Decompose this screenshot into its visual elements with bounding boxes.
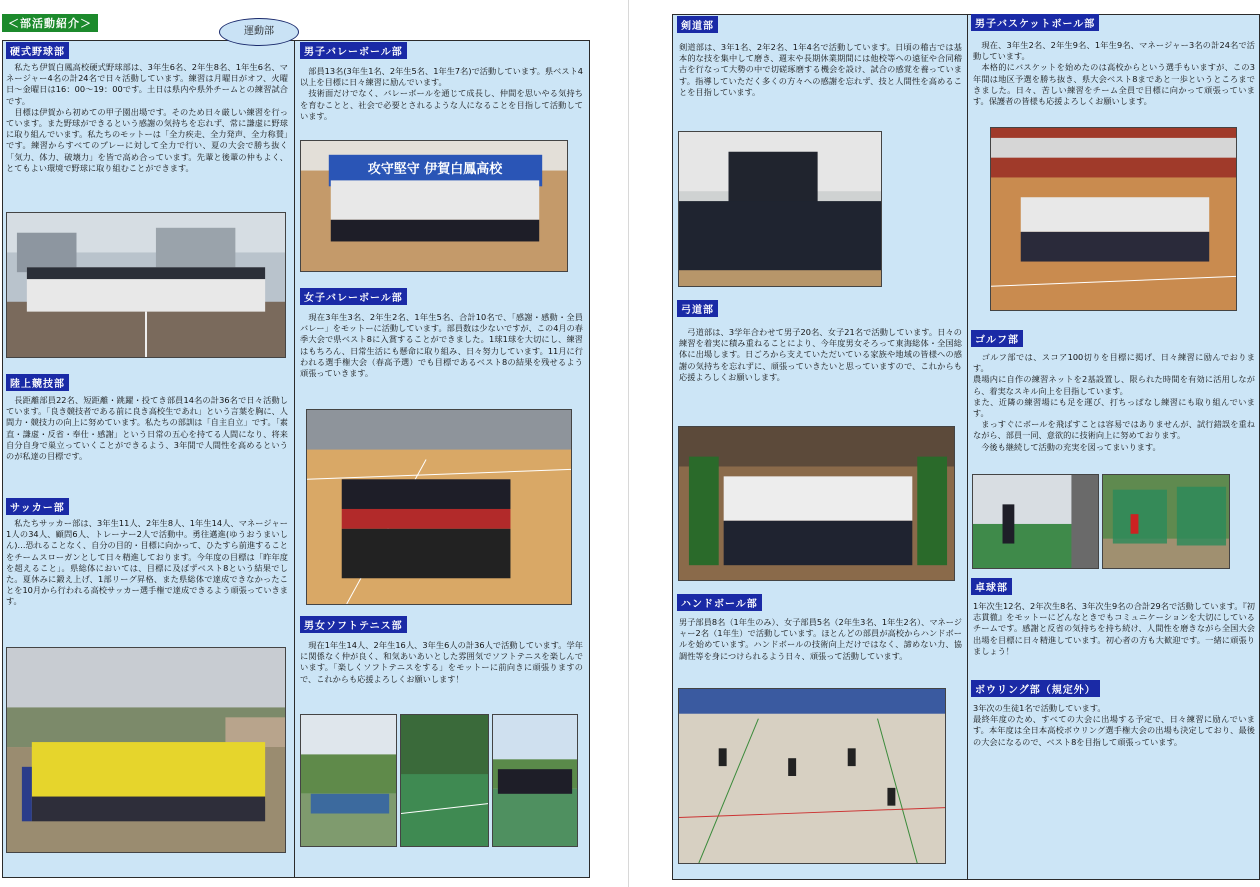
category-oval: 運動部 [219, 18, 299, 46]
boys-volleyball-text: 部員13名(3年生1名、2年生5名、1年生7名)で活動しています。県ベスト4以上を目標に日々練習に励んでいます。 技術面だけでなく、バレーボールを通じて成長し、仲間を思いやる気持ちを育むことと、社会で必要とされるような人になることを目指して活動しています。 [300, 66, 583, 121]
soft-tennis-photo-3 [492, 714, 578, 847]
bowling-heading: ボウリング部（規定外） [971, 680, 1100, 697]
soft-tennis-photo-1 [300, 714, 397, 847]
girls-volleyball-photo [306, 409, 572, 605]
baseball-photo [6, 212, 286, 358]
soccer-heading: サッカー部 [6, 498, 69, 515]
golf-text: ゴルフ部では、スコア100切りを目標に掲げ、日々練習に励んでおります。 農場内に自作の練習ネットを2基設置し、限られた時間を有効に活用しながら、着実なスキル向上を目指しています。 また、近隣の練習場にも足を運び、打ちっぱなし練習にも取り組んでいます。 まっすぐにボールを飛ばすことは容易ではありませんが、試行錯誤を重ねながら、部員一同、意欲的に技術向上に努めております。 今後も継続して活動の充実を図ってまいります。 [973, 352, 1255, 452]
section-banner: ＜部活動紹介＞ [2, 14, 98, 32]
kendo-heading: 剣道部 [677, 16, 718, 33]
kendo-photo [678, 131, 882, 287]
basketball-photo [990, 127, 1237, 311]
girls-volleyball-heading: 女子バレーボール部 [300, 288, 407, 305]
kyudo-text: 弓道部は、3学年合わせて男子20名、女子21名で活動しています。日々の練習を着実に積み重ねることにより、今年度男女そろって東海総体・全国総体に出場します。日ごろから支えていただいている家族や地域の皆様への感謝の気持ちを忘れずに、頑張っていきたいと思っていますので、これからも応援よろしくお願いします。 [679, 327, 962, 382]
kyudo-photo [678, 426, 955, 581]
table-tennis-heading: 卓球部 [971, 578, 1012, 595]
page-gutter [628, 0, 629, 887]
left-page [0, 0, 590, 887]
table-tennis-text: 1年次生12名、2年次生8名、3年次生9名の合計29名で活動しています。『初志貫徹』をモットーにどんなときでもコミュニケーションを大切にしているチームです。感謝と反省の気持ちを持ち続け、人間性を磨きながら全国大会出場を目標に日々精進しています。初心者の方も大歓迎です。一緒に頑張りましょう！ [973, 601, 1255, 656]
golf-photo-2 [1102, 474, 1230, 569]
soft-tennis-photo-2 [400, 714, 489, 847]
soccer-photo [6, 647, 286, 853]
basketball-text: 現在、3年生2名、2年生9名、1年生9名、マネージャー3名の計24名で活動しています。 本格的にバスケットを始めたのは高校からという選手もいますが、この3年間は地区予選を勝ち抜き、県大会ベスト8まであと一歩というところまできました。日々、苦しい練習をチーム全員で目標に向かって頑張っています。保護者の皆様も応援よろしくお願いします。 [973, 40, 1255, 107]
kyudo-heading: 弓道部 [677, 300, 718, 317]
track-heading: 陸上競技部 [6, 374, 69, 391]
right-page [672, 0, 1260, 887]
boys-volleyball-banner-text: 攻守堅守 伊賀白鳳高校 [367, 162, 503, 177]
boys-volleyball-heading: 男子バレーボール部 [300, 42, 407, 59]
soft-tennis-heading: 男女ソフトテニス部 [300, 616, 407, 633]
track-text: 長距離部員22名、短距離・跳躍・投てき部員14名の計36名で日々活動しています。「良き競技者である前に良き高校生であれ」という言葉を胸に、人間力・競技力の向上に努めています。私たちの部訓は「自主自立」です。「素直・謙虚・反省・奉仕・感謝」という日常の五心を持てる人間になり、将来自分自身で巣立っていくことができるよう、3年間で人間性を高めるというのが私達の目標です。 [6, 395, 288, 462]
soft-tennis-text: 現在1年生14人、2年生16人、3年生6人の計36人で活動しています。学年に関係なく仲が良く、和気あいあいとした雰囲気でソフトテニスを楽しんでいます。「楽しくソフトテニスをする」をモットーに前向きに頑張りますので、これからも応援よろしくお願いします！ [300, 640, 583, 684]
baseball-heading: 硬式野球部 [6, 42, 69, 59]
kendo-text: 剣道部は、3年1名、2年2名、1年4名で活動しています。日頃の稽古では基本的な技を集中して磨き、週末や長期休業期間には他校等への遠征や合同稽古を行なって大勢の中で切磋琢磨する機会を設け、試合の感覚を養っています。指導していただく多くの方々への感謝を忘れず、技と人間性を高めることを目指しています。 [679, 42, 962, 97]
handball-heading: ハンドボール部 [677, 594, 762, 611]
handball-text: 男子部員8名（1年生のみ）、女子部員5名（2年生3名、1年生2名）、マネージャー2名（1年生）で活動しています。ほとんどの部員が高校からハンドボールを始めています。ハンドボールの技術向上だけではなく、諦めない力、協調性等を身につけられるよう日々、頑張って活動しています。 [679, 617, 962, 661]
baseball-text: 私たち伊賀白鳳高校硬式野球部は、3年生6名、2年生8名、1年生6名、マネージャー4名の計24名で日々活動しています。練習は月曜日がオフ、火曜日～金曜日は16：00～19：00です。土日は県内や県外チームとの練習試合です。 目標は伊賀から初めての甲子園出場です。そのため日々厳しい練習を行っています。また野球ができるという感謝の気持ちを忘れず、常に謙虚に野球に取り組んでいます。私たちのモットーは「全力疾走、全力発声、全力称賛」です。練習からすべてのプレーに対して全力で行い、夏の大会で勝ち抜く「気力、体力、破壊力」を皆で高め合っています。先輩と後輩の仲もよく、とてもよい環境で野球に取り組むことができます。 [6, 62, 288, 173]
handball-photo [678, 688, 946, 864]
soccer-text: 私たちサッカー部は、3年生11人、2年生8人、1年生14人、マネージャー1人の34人、顧問6人、トレーナー2人で活動中。勇往邁進(ゆうおうまいしん)…恐れることなく、自分の目的・目標に向かって、ひたすら前進することをチームスローガンとして日々精進しております。今年度の目標は「昨年度を超えること」。県総体においては、目標に及ばずベスト8という結果でした。夏休みに鍛え上げ、1部リーグ昇格、また県総体で達成できなかったことを10月から行われる高校サッカー選手権で達成できるよう頑張っていきます。 [6, 518, 288, 607]
girls-volleyball-text: 現在3年生3名、2年生2名、1年生5名、合計10名で、「感謝・感動・全員バレー」をモットーに活動しています。部員数は少ないですが、この4月の春季大会で県ベスト8に入賞することができました。1球1球を大切にし、練習はもちろん、日常生活にも懸命に取り組み、日々努力しています。11月に行われる選手権大会（春高予選）でも目標であるベスト8の結果を残せるよう頑張っていきます。 [300, 312, 583, 379]
basketball-heading: 男子バスケットボール部 [971, 14, 1099, 31]
golf-photo-1 [972, 474, 1099, 569]
golf-heading: ゴルフ部 [971, 330, 1023, 347]
bowling-text: 3年次の生徒1名で活動しています。 最終年度のため、すべての大会に出場する予定で、日々練習に励んでいます。本年度は全日本高校ボウリング選手権大会の出場も決定しており、最後の大会になるので、ベスト8を目指して頑張っています。 [973, 703, 1255, 747]
